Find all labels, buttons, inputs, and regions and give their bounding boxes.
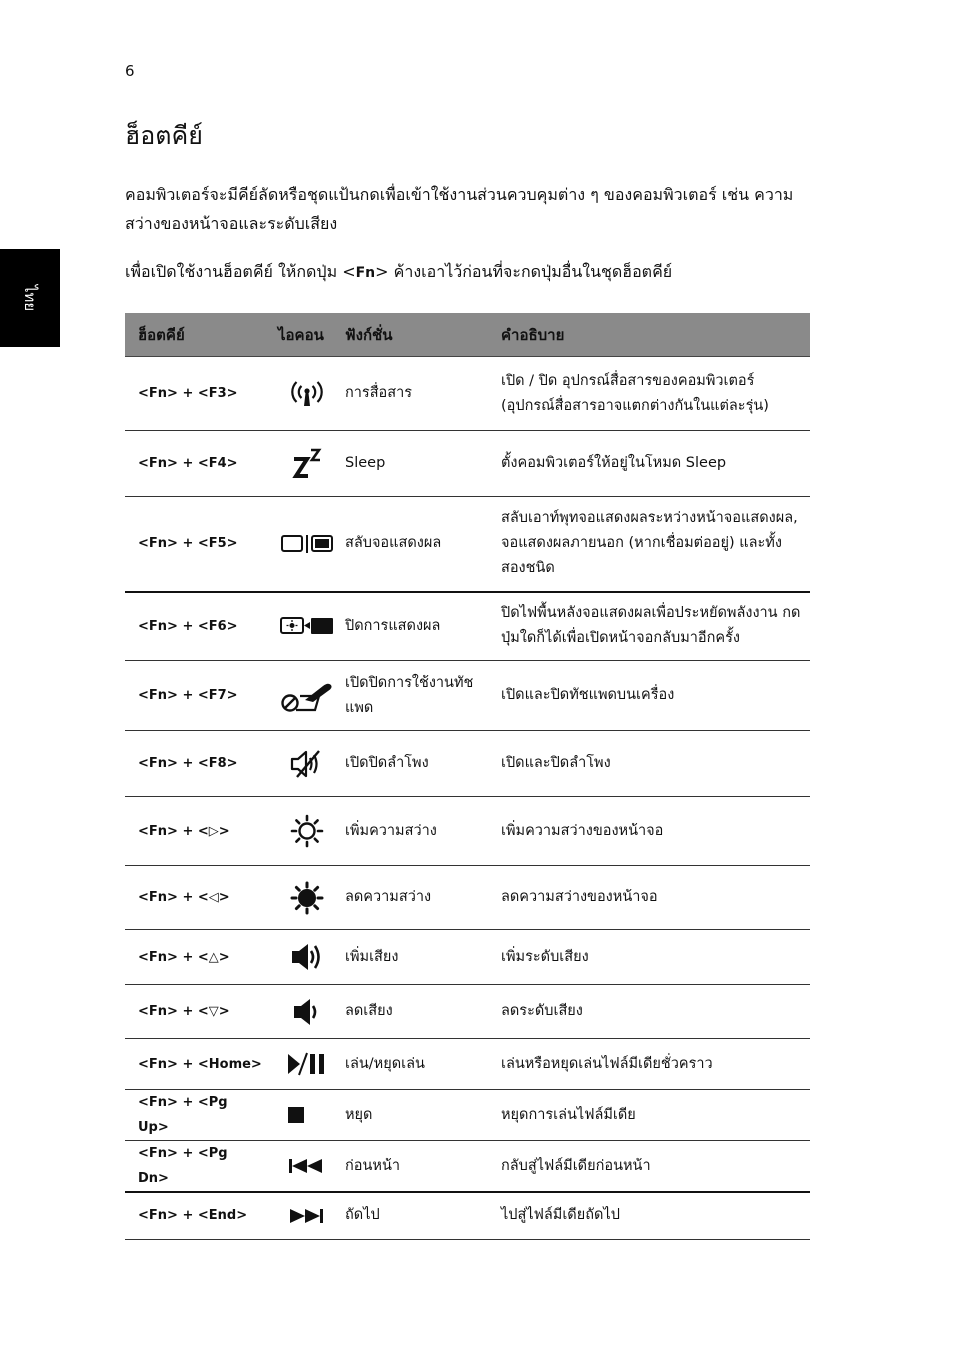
table-header-row [125,313,810,357]
table-row [125,797,810,866]
hotkey-cell: <Fn> + <F5> [125,497,268,592]
table-row [125,1141,810,1193]
hotkey-cell: <Fn> + <▷> [125,797,268,866]
intro-paragraph-1: คอมพิวเตอร์จะมีคีย์ลัดหรือชุดแป้นกดเพื่อเข้าใช้งานส่วนควบคุมต่าง ๆ ของคอมพิวเตอร์ เช่น ความสว่างของหน้าจอและระดับเสียง [125,185,794,233]
table-row [125,1192,810,1239]
table-row [125,497,810,592]
stop-icon [246,1106,345,1124]
hotkey-table [125,313,810,1240]
table-row [125,592,810,661]
header-hotkey: ฮ็อตคีย์ [125,313,268,357]
table-row [125,866,810,930]
header-icon: ไอคอน [268,313,345,357]
table-row [125,1090,810,1141]
previous-track-icon [268,1157,345,1175]
function-cell: เล่น/หยุดเล่น [345,1039,501,1090]
hotkey-cell: <Fn> + <F4> [125,431,268,497]
description-cell: เพิ่มความสว่างของหน้าจอ [501,797,810,866]
page-title: ฮ็อตคีย์ [125,121,203,150]
description-cell: หยุดการเล่นไฟล์มีเดีย [501,1090,810,1141]
hotkey-cell: <Fn> + <▽> [125,985,268,1039]
function-cell: ลดความสว่าง [345,866,501,930]
fn-key-label: Fn [355,265,376,281]
play-pause-icon [268,1051,345,1077]
hotkey-cell: <Fn> + <△> [125,930,268,985]
volume-up-icon [268,942,345,972]
description-cell: ไปสู่ไฟล์มีเดียถัดไป [501,1192,810,1239]
description-cell: ปิดไฟพื้นหลังจอแสดงผลเพื่อประหยัดพลังงาน กดปุ่มใดก็ได้เพื่อเปิดหน้าจอกลับมาอีกครั้ง [501,592,810,661]
hotkey-cell: <Fn> + <Pg Up> [125,1090,268,1141]
function-cell: หยุด [345,1090,501,1141]
header-function: ฟังก์ชั่น [345,313,501,357]
function-cell: เปิดปิดการใช้งานทัชแพด [345,661,501,731]
table-row [125,661,810,731]
language-side-tab [0,249,60,347]
function-cell: ลดเสียง [345,985,501,1039]
brightness-up-icon [268,814,345,848]
description-cell: ลดความสว่างของหน้าจอ [501,866,810,930]
hotkey-cell: <Fn> + <◁> [125,866,268,930]
description-cell: เปิดและปิดทัชแพดบนเครื่อง [501,661,810,731]
function-cell: Sleep [345,431,501,497]
intro-2-after: > ค้างเอาไว้ก่อนที่จะกดปุ่มอื่นในชุดฮ็อตคีย์ [375,262,673,281]
function-cell: เปิดปิดลำโพง [345,731,501,797]
header-description: คำอธิบาย [501,313,810,357]
description-cell: สลับเอาท์พุทจอแสดงผลระหว่างหน้าจอแสดงผล, จอแสดงผลภายนอก (หากเชื่อมต่ออยู่) และทั้งสองชนิด [501,497,810,592]
intro-paragraph-2 [125,257,815,288]
table-row [125,985,810,1039]
table-row [125,1039,810,1090]
description-cell: ลดระดับเสียง [501,985,810,1039]
hotkey-cell: <Fn> + <End> [125,1192,268,1239]
description-cell: ตั้งคอมพิวเตอร์ให้อยู่ในโหมด Sleep [501,431,810,497]
hotkey-cell: <Fn> + <F3> [125,357,268,431]
function-cell: ก่อนหน้า [345,1141,501,1193]
description-cell: กลับสู่ไฟล์มีเดียก่อนหน้า [501,1141,810,1193]
description-cell: เปิดและปิดลำโพง [501,731,810,797]
display-off-icon [268,616,345,636]
wireless-icon [268,379,345,409]
function-cell: เพิ่มเสียง [345,930,501,985]
next-track-icon [268,1207,345,1225]
table-row [125,731,810,797]
brightness-down-icon [268,881,345,915]
description-cell: เพิ่มระดับเสียง [501,930,810,985]
hotkey-cell: <Fn> + <F7> [125,661,268,731]
hotkey-cell: <Fn> + <Home> [125,1039,268,1090]
function-cell: สลับจอแสดงผล [345,497,501,592]
speaker-mute-icon [268,749,345,779]
volume-down-icon [268,997,345,1027]
display-toggle-icon [268,534,345,554]
function-cell: การสื่อสาร [345,357,501,431]
description-cell: เปิด / ปิด อุปกรณ์สื่อสารของคอมพิวเตอร์ (อุปกรณ์สื่อสารอาจแตกต่างกันในแต่ละรุ่น) [501,357,810,431]
function-cell: ถัดไป [345,1192,501,1239]
sleep-icon [268,447,345,481]
touchpad-toggle-icon [268,678,345,714]
hotkey-cell: <Fn> + <F8> [125,731,268,797]
description-cell: เล่นหรือหยุดเล่นไฟล์มีเดียชั่วคราว [501,1039,810,1090]
function-cell: เพิ่มความสว่าง [345,797,501,866]
table-row [125,357,810,431]
page-number: 6 [125,62,135,80]
hotkey-cell: <Fn> + <F6> [125,592,268,661]
table-row [125,431,810,497]
function-cell: ปิดการแสดงผล [345,592,501,661]
language-side-tab-label: ไทย [21,284,39,312]
intro-2-before: เพื่อเปิดใช้งานฮ็อตคีย์ ให้กดปุ่ม < [125,262,356,281]
table-row [125,930,810,985]
hotkey-cell: <Fn> + <Pg Dn> [125,1141,268,1193]
